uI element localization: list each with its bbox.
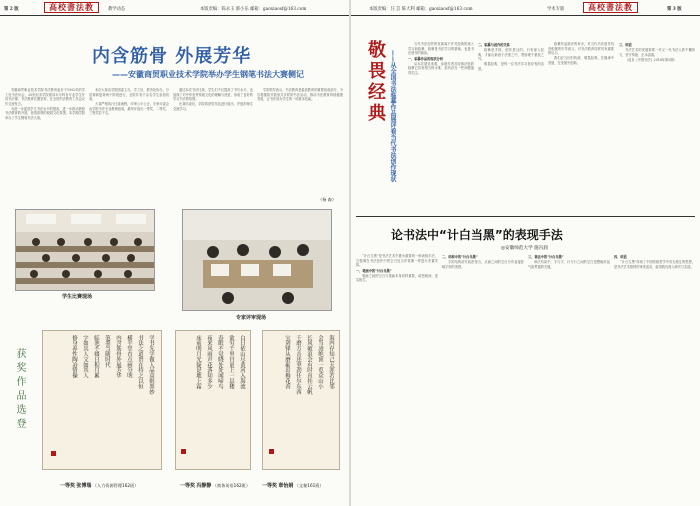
left-article-col-2: 本次大赛由学院团委主办，学工处、教务处协办，分初赛和复赛两个阶段进行，全院共有千余名学生参加初赛。 大赛严格执行比赛流程，评审公平公正，专家评委会由学院书法专业教师组成，最终评选出一等奖、二等奖、三等奖若干名。 bbox=[89, 88, 169, 116]
bottom-article-col-1: “计白当黑”是书法艺术中极为重要的一种表现手法，它强调在书法创作中把空白处当作笔墨一样进行布置安排。 一、笔画中的“计白当黑” 笔画之间的空白与笔画本身同样重要，疏密相间，虚实相生。 bbox=[356, 254, 438, 283]
column-subtitle: ——从全国书法临摹作品展评看当代书法创作现状 bbox=[389, 50, 396, 182]
newspaper-logo-right: 高校書法教 bbox=[583, 2, 638, 13]
seal-stamp bbox=[269, 449, 274, 454]
bottom-article-author: ◎安徽师范大学 施冯润 bbox=[501, 246, 548, 251]
left-article-col-3: 通过本次书法比赛，学生们不仅提高了书写水平，也加深了对中华优秀传统文化的理解与热爱，形成了良好的学习书法的氛围。 比赛结束后，学院将获奖作品进行展出，并组织师生交流学习。 bbox=[173, 88, 253, 111]
top-article-col-4: 三、结语 书法艺术的发展需要一代又一代书法人的不懈努力，坚守传统，正本清源。 （选自《中国书法》2016年第2期） bbox=[619, 43, 695, 62]
photo-expert-review bbox=[182, 209, 332, 311]
top-article-col-3: 临摹作品展评的举办，对当代书法创作具有积极的引导意义，对书法教育同样具有重要的启示。 我们应当回归传统、敬畏经典，在继承中发展，在发展中创新。 bbox=[548, 42, 614, 65]
left-article-author: （杨 森） bbox=[318, 197, 337, 202]
seal-stamp bbox=[181, 449, 186, 454]
left-article-col-4: 学院领导表示，书法教育是素质教育的重要组成部分，今后将继续开展形式多样的书法活动，推动书法教育持续健康发展，让书法成为学生的一项基本技能。 bbox=[257, 88, 343, 102]
article-divider bbox=[356, 216, 695, 217]
left-section-label: 教学动态 bbox=[108, 7, 126, 12]
winner-caption-3: 一等奖 章怡娟 （文秘161班） bbox=[262, 483, 324, 489]
bottom-article-col-3: 三、章法中的“计白当黑” 章法布局中，字与字、行与行之间的空白是整幅作品气韵贯通的关键。 bbox=[528, 255, 610, 269]
photo-student-contest-image bbox=[16, 210, 155, 291]
winner-work-3: 海内存知己天涯若比邻 会当凌绝顶一览众山小 长风破浪会有时直挂云帆 千磨万击还坚劲任尔东西 宝剑锋从磨砺出梅花香 bbox=[262, 330, 340, 470]
right-page bbox=[351, 0, 700, 506]
right-editor-info: 本版责编：汪 芸 陈大利 邮箱：gaoxiaosf@163.com bbox=[369, 7, 473, 12]
seal-stamp bbox=[51, 451, 56, 456]
left-article-title: 内含筋骨 外展芳华 bbox=[92, 46, 252, 67]
bottom-article-col-4: 四、结语 “计白当黑”体现了中国传统哲学中有无相生的思想，是书法艺术独特的审美追求，值得我们深入研究与实践。 bbox=[614, 255, 695, 269]
bottom-article-title: 论书法中“计白当黑”的表现手法 bbox=[391, 228, 563, 242]
left-article-col-1: 安徽商贸职业技术学院书法教育起步于1992年的学工处书法协会，20世纪末学院面向本专科各专业学生开设书法课，书法教育长期坚持，在全国书法教育工作会议作交流发言。 为进一步促进学生书法水平的提高，进一步推动我校书法教育的开展，营造浓厚的校园文化氛围，本学期学院举办了学生钢笔书法大赛。 bbox=[5, 88, 85, 121]
winner-caption-2: 一等奖 冯静静 （商务英语162班） bbox=[180, 483, 251, 489]
top-article-col-1: 当代书法创作的发展离不开对经典的深入学习和临摹，临摹是书法学习的基础，也是书法创作的源泉。 一、临摹作品的现状分析 从本次展览来看，参展作者对经典法帖的临摹已具有相当的水准，但仍存在一些问题值得关注。 bbox=[408, 42, 474, 76]
winner-caption-1: 一等奖 张博瑞 （人力资源管理162班） bbox=[60, 483, 139, 489]
bottom-article-col-2: 二、结构中的“计白当黑” 字的结构讲究疏密得当，点画之间的空白分布直接影响字形的美感。 bbox=[442, 255, 524, 269]
left-header bbox=[0, 0, 349, 16]
right-page-number: 第 3 版 bbox=[667, 7, 682, 12]
top-article-col-2: 二、临摹与创作的关系 临摹是手段，创作是目的。只有深入经典，才能出新意于法度之中，寄妙理于豪放之外。 敬畏经典，是每一位书法学习者应有的态度。 bbox=[478, 43, 544, 71]
left-editor-info: 本版责编：陈永玉 蔡小乐 邮箱：gaoxiaosf@163.com bbox=[200, 7, 307, 12]
winner-work-2: 白日依山尽黄河入海流 欲穷千里目更上一层楼 春眠不觉晓处处闻啼鸟 夜来风雨声花落知多少 床前明月光疑是地上霜 bbox=[175, 330, 251, 470]
winner-work-1: 学书先学做人品高则墨妙 书法之道贵在持之以恒 横平竖直点画分明 内含筋骨外展芳华 笔墨当随时代 临池不辍日积月累 字如其人文如其人 修身养性陶冶情操 bbox=[42, 330, 162, 470]
left-article-subtitle: ——安徽商贸职业技术学院举办学生钢笔书法大赛侧记 bbox=[112, 70, 304, 79]
right-section-label: 学术专版 bbox=[547, 7, 565, 12]
right-header bbox=[351, 0, 700, 16]
newspaper-logo: 高校書法教 bbox=[44, 2, 99, 13]
photo-student-contest bbox=[15, 209, 155, 291]
photo-caption-review: 专家评审现场 bbox=[236, 315, 267, 321]
works-section-title: 获奖作品选登 bbox=[14, 348, 25, 432]
left-page bbox=[0, 0, 349, 506]
column-title: 敬畏经典 bbox=[365, 40, 386, 124]
left-page-number: 第 2 版 bbox=[4, 7, 19, 12]
photo-caption-contest: 学生比赛现场 bbox=[62, 294, 93, 300]
photo-expert-review-image bbox=[183, 210, 332, 311]
